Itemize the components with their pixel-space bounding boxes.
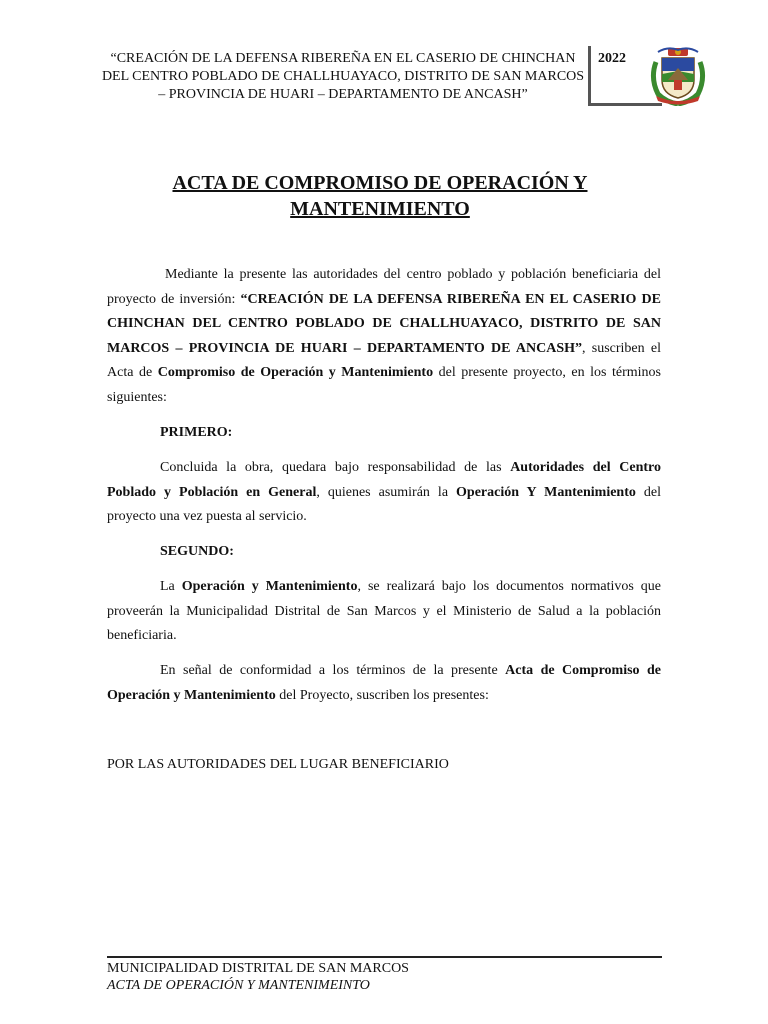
intro-paragraph bbox=[107, 263, 661, 410]
header-title-line: DEL CENTRO POBLADO DE CHALLHUAYACO, DISTRITO DE SAN MARCOS bbox=[101, 69, 585, 84]
clause-emphasis: Operación y Mantenimiento bbox=[181, 579, 358, 594]
footer-document-name: ACTA DE OPERACIÓN Y MANTENIMEINTO bbox=[107, 978, 370, 993]
footer-divider bbox=[107, 956, 662, 958]
document-title bbox=[130, 170, 630, 222]
intro-text: del presente proyecto, en los términos siguientes: bbox=[107, 365, 661, 405]
header-divider-vertical bbox=[588, 46, 591, 104]
document-title-line: MANTENIMIENTO bbox=[290, 198, 470, 220]
clause-emphasis: Autoridades del Centro Poblado y Población en General bbox=[107, 460, 661, 500]
clause-text: , quienes asumirán la bbox=[316, 484, 457, 500]
intro-text: Mediante la presente las autoridades del centro poblado y población beneficiaria del proyecto de inversión: bbox=[107, 267, 661, 307]
conformity-text: del Proyecto, suscriben los presentes: bbox=[275, 687, 489, 703]
clause-segundo-paragraph bbox=[107, 575, 661, 649]
conformity-text: En señal de conformidad a los términos de la presente bbox=[160, 663, 506, 678]
header-title-line: “CREACIÓN DE LA DEFENSA RIBEREÑA EN EL CASERIO DE CHINCHAN bbox=[110, 51, 576, 66]
signature-label: POR LAS AUTORIDADES DEL LUGAR BENEFICIARIO bbox=[107, 757, 449, 772]
conformity-paragraph bbox=[107, 659, 661, 708]
coat-of-arms-icon bbox=[648, 44, 708, 106]
clause-text: La bbox=[160, 579, 182, 594]
clause-text: , se realizará bajo los documentos normativos que proveerán la Municipalidad Distrital de San Marcos y el Ministerio de Salud a la población beneficiaria. bbox=[107, 579, 662, 643]
clause-text: Concluida la obra, quedara bajo responsabilidad de las bbox=[160, 460, 511, 475]
clause-text: del proyecto una vez puesta al servicio. bbox=[107, 484, 661, 524]
clause-emphasis: Operación Y Mantenimiento bbox=[456, 484, 636, 500]
header-project-title bbox=[100, 50, 586, 104]
clause-heading-segundo: SEGUNDO: bbox=[160, 544, 234, 559]
intro-text: , suscriben el Acta de bbox=[107, 340, 662, 380]
project-name: “CREACIÓN DE LA DEFENSA RIBEREÑA EN EL CASERIO DE CHINCHAN DEL CENTRO POBLADO DE CHALLHUAYACO, DISTRITO DE SAN MARCOS – PROVINCIA DE HUARI – DEPARTAMENTO DE ANCASH” bbox=[107, 291, 662, 356]
header-year: 2022 bbox=[598, 51, 626, 66]
document-title-line: ACTA DE COMPROMISO DE OPERACIÓN Y bbox=[172, 172, 588, 194]
commitment-term: Compromiso de Operación y Mantenimiento bbox=[157, 365, 434, 380]
conformity-emphasis: Acta de Compromiso de Operación y Mantenimiento bbox=[107, 663, 661, 703]
header-title-line: – PROVINCIA DE HUARI – DEPARTAMENTO DE ANCASH” bbox=[158, 87, 528, 102]
clause-heading-primero: PRIMERO: bbox=[160, 425, 233, 440]
footer bbox=[107, 960, 409, 994]
footer-municipality: MUNICIPALIDAD DISTRITAL DE SAN MARCOS bbox=[107, 961, 409, 976]
clause-primero-paragraph bbox=[107, 456, 661, 530]
